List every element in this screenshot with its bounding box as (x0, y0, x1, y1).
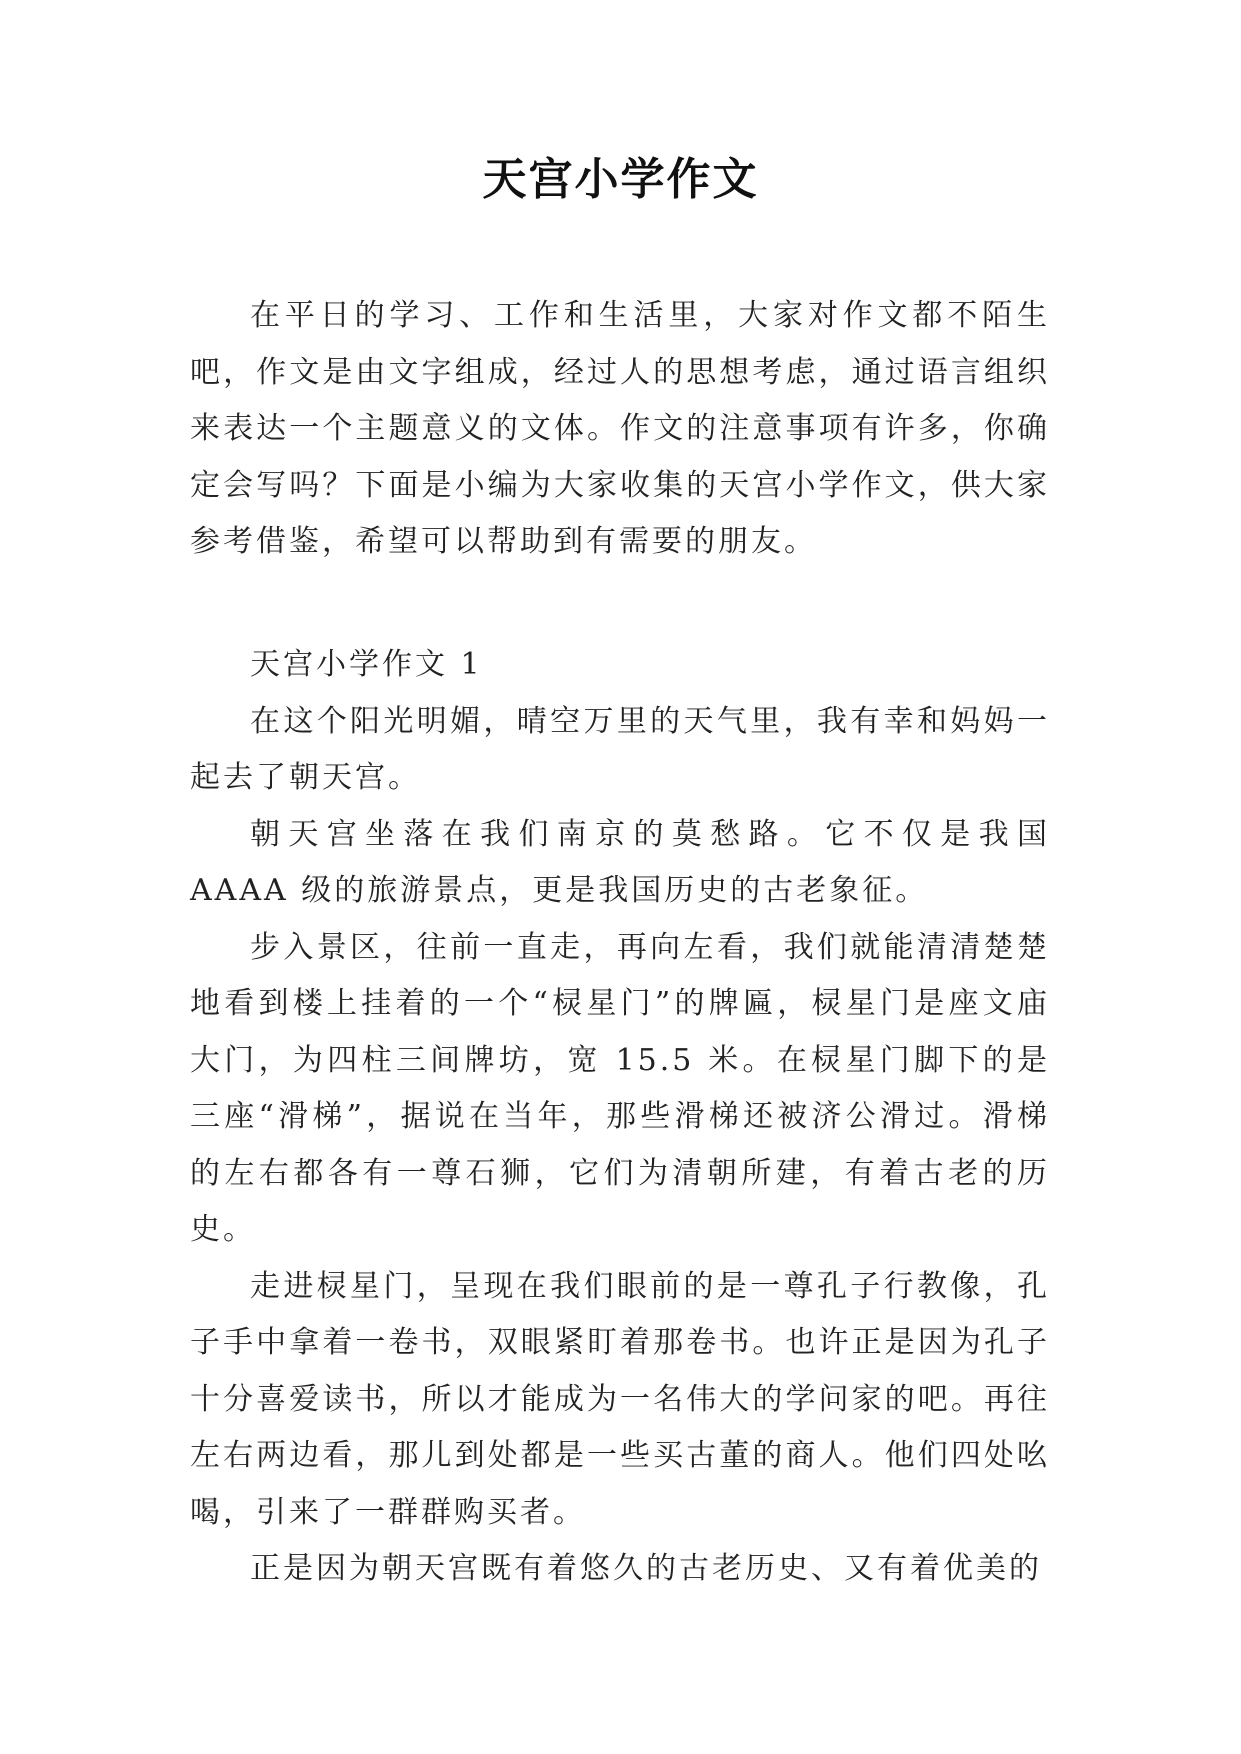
section-heading: 天宫小学作文 1 (250, 647, 483, 682)
article-block (190, 637, 1050, 1598)
intro-block (190, 288, 1050, 571)
article-paragraph: 在这个阳光明媚，晴空万里的天气里，我有幸和妈妈一起去了朝天宫。 (190, 703, 1050, 795)
page-title: 天宫小学作文 (482, 154, 759, 205)
article-paragraph: 走进棂星门，呈现在我们眼前的是一尊孔子行教像，孔子手中拿着一卷书，双眼紧盯着那卷书。也许正是因为孔子十分喜爱读书，所以才能成为一名伟大的学问家的吧。再往左右两边看，那儿到处都是一些买古董的商人。他们四处吆喝，引来了一群群购买者。 (190, 1268, 1050, 1530)
article-paragraph: 朝天宫坐落在我们南京的莫愁路。它不仅是我国 AAAA 级的旅游景点，更是我国历史的古老象征。 (190, 816, 1050, 908)
article-paragraph: 步入景区，往前一直走，再向左看，我们就能清清楚楚地看到楼上挂着的一个“棂星门”的牌匾，棂星门是座文庙大门，为四柱三间牌坊，宽 15.5 米。在棂星门脚下的是三座“滑梯”，据说在当年，那些滑梯还被济公滑过。滑梯的左右都各有一尊石狮，它们为清朝所建，有着古老的历史。 (190, 929, 1050, 1247)
article-paragraph: 正是因为朝天宫既有着悠久的古老历史、又有着优美的 (250, 1551, 1042, 1586)
intro-paragraph: 在平日的学习、工作和生活里，大家对作文都不陌生吧，作文是由文字组成，经过人的思想考虑，通过语言组织来表达一个主题意义的文体。作文的注意事项有许多，你确定会写吗？下面是小编为大家收集的天宫小学作文，供大家参考借鉴，希望可以帮助到有需要的朋友。 (190, 298, 1050, 559)
